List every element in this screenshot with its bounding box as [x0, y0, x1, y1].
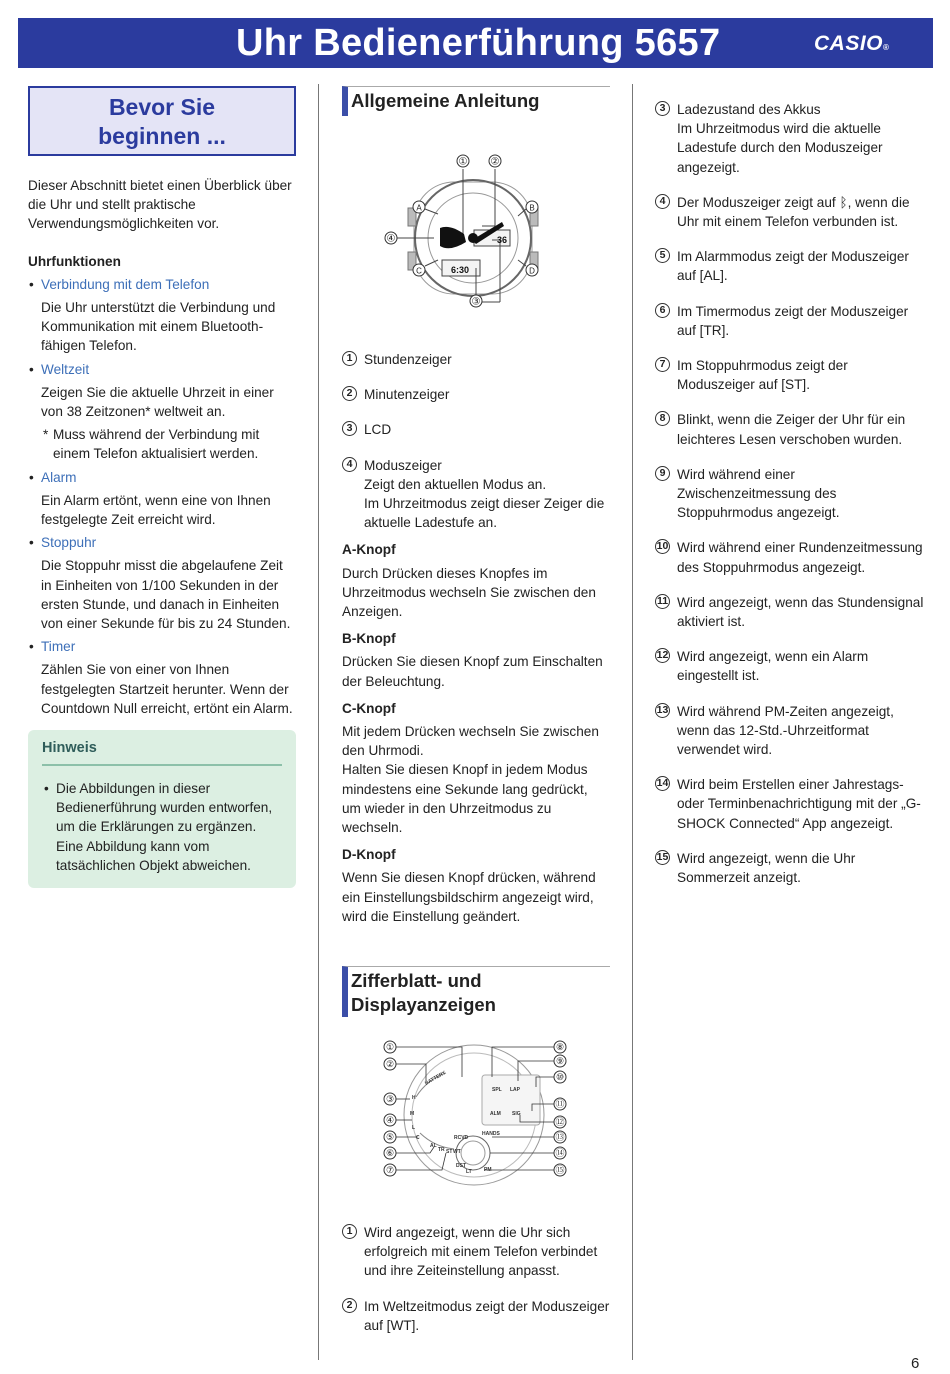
item-text: Blinkt, wenn die Zeiger der Uhr für ein leichteres Lesen verschoben wurden. — [677, 412, 906, 447]
section-heading-line: Zifferblatt- und — [351, 970, 482, 992]
item-text: Zeigt den aktuellen Modus an. — [364, 476, 547, 492]
button-description: Halten Sie diesen Knopf in jedem Modus mindestens eine Sekunde lang gedrückt, um wieder in den Uhrzeitmodus zu wechseln. — [342, 762, 588, 836]
callout-label: ⑤ — [385, 1132, 395, 1143]
number-badge: 10 — [656, 540, 669, 553]
section-heading-line: Displayanzeigen — [351, 994, 496, 1016]
function-link[interactable]: • Stoppuhr — [28, 533, 296, 552]
function-description: Ein Alarm ertönt, wenn eine von Ihnen festgelegte Zeit erreicht wird. — [41, 492, 271, 528]
right-column — [655, 100, 927, 903]
button-heading: C-Knopf — [342, 700, 396, 716]
number-badge: 13 — [656, 703, 669, 716]
callout-label: ⑧ — [555, 1042, 565, 1053]
callout-label: ⑬ — [555, 1132, 565, 1143]
dial-text: WT — [453, 1149, 461, 1156]
item-text: LCD — [364, 422, 392, 438]
list-item — [342, 1297, 610, 1335]
item-text: Stundenzeiger — [364, 352, 452, 367]
dial-text: ALM — [490, 1111, 501, 1118]
callout-label: ② — [490, 156, 500, 168]
number-badge: 3 — [655, 101, 670, 116]
dial-text: DST — [456, 1163, 466, 1170]
callout-label: D — [529, 266, 535, 276]
item-text: Wird beim Erstellen einer Jahrestags- oder Terminbenachrichtigung mit der „G-SHOCK Connected“ App angezeigt. — [677, 777, 921, 831]
number-badge: 9 — [655, 466, 670, 481]
number-badge: 2 — [342, 1298, 357, 1313]
middle-column — [342, 86, 610, 1335]
item-text: Wird angezeigt, wenn die Uhr sich erfolgreich mit einem Telefon verbindet und ihre Zeiteinstellung anpasst. — [364, 1225, 598, 1279]
number-badge: 6 — [655, 303, 670, 318]
item-text: Moduszeiger — [364, 457, 442, 473]
button-heading: B-Knopf — [342, 631, 396, 647]
list-item — [655, 593, 927, 631]
dial-text: ST — [446, 1149, 453, 1156]
item-text: Wird während einer Zwischenzeitmessung des Stoppuhrmodus angezeigt. — [677, 466, 840, 521]
dial-text: RCVD — [454, 1135, 469, 1142]
callout-label: ① — [385, 1042, 395, 1053]
number-badge: 14 — [656, 777, 669, 790]
button-heading: D-Knopf — [342, 847, 396, 863]
watch-figure-dial — [342, 1037, 610, 1197]
item-text: Im Weltzeitmodus zeigt der Moduszeiger auf [WT]. — [364, 1298, 610, 1333]
dial-text: C — [416, 1135, 420, 1142]
dial-text: LAP — [510, 1087, 520, 1094]
hour-hand — [440, 227, 466, 248]
callout-label: ③ — [385, 1094, 395, 1105]
intro-paragraph: Dieser Abschnitt bietet einen Überblick über die Uhr und stellt praktische Verwendungsmöglichkeiten vor. — [28, 178, 292, 232]
callout-label: ④ — [385, 1115, 395, 1126]
footnote: * Muss während der Verbindung mit einem Telefon aktualisiert werden. — [28, 425, 296, 463]
item-text: Im Alarmmodus zeigt der Moduszeiger auf [AL]. — [677, 249, 909, 284]
list-item — [342, 385, 610, 404]
callout-label: ⑭ — [555, 1148, 565, 1159]
number-badge: 3 — [342, 421, 357, 436]
item-text: Im Timermodus zeigt der Moduszeiger auf [TR]. — [677, 303, 909, 338]
callout-label: ⑫ — [555, 1117, 565, 1128]
function-link[interactable]: • Timer — [28, 637, 296, 656]
list-item — [655, 193, 927, 231]
list-item — [342, 1223, 610, 1281]
item-text: Wird während einer Rundenzeitmessung des Stoppuhrmodus angezeigt. — [677, 540, 923, 575]
list-item — [342, 456, 610, 533]
page-header — [18, 18, 933, 68]
number-badge: 8 — [655, 411, 670, 426]
list-item — [655, 100, 927, 177]
number-badge: 7 — [655, 357, 670, 372]
button-description: Mit jedem Drücken wechseln Sie zwischen den Uhrmodi. — [342, 724, 599, 759]
hint-text: • Die Abbildungen in dieser Bedienerführung wurden entworfen, um die Erklärungen zu ergänzen. Eine Abbildung kann vom tatsächlichen Objekt abweichen. — [42, 779, 282, 875]
casio-logo-text: CASIO — [814, 32, 884, 55]
column-divider — [632, 84, 633, 1360]
list-item — [342, 420, 610, 439]
callout-label: ⑨ — [555, 1056, 565, 1067]
list-item — [655, 849, 927, 887]
item-text: Ladezustand des Akkus — [677, 102, 821, 117]
list-item — [342, 350, 610, 369]
number-badge: 15 — [656, 850, 669, 863]
left-column — [28, 86, 296, 888]
number-badge: 11 — [656, 594, 669, 607]
item-text: Der Moduszeiger zeigt auf ᛒ, wenn die Uhr mit einem Telefon verbunden ist. — [677, 194, 910, 230]
callout-label: ① — [458, 156, 468, 168]
list-item — [655, 775, 927, 833]
dial-text: PM — [484, 1167, 492, 1174]
callout-label: ⑦ — [385, 1165, 395, 1176]
number-badge: 1 — [342, 1224, 357, 1239]
dial-text: SPL — [492, 1087, 502, 1094]
function-description: Zeigen Sie die aktuelle Uhrzeit in einer von 38 Zeitzonen* weltweit an. — [41, 384, 274, 420]
item-text: Wird angezeigt, wenn ein Alarm eingestellt ist. — [677, 649, 869, 684]
callout-label: ② — [385, 1059, 395, 1070]
number-badge: 1 — [342, 351, 357, 366]
function-link[interactable]: • Weltzeit — [28, 360, 296, 379]
dial-text: BATTERY — [424, 1070, 447, 1087]
list-item — [655, 247, 927, 285]
callout-label: ⑪ — [555, 1099, 565, 1110]
registered-mark: ® — [883, 43, 890, 52]
list-item — [655, 356, 927, 394]
lcd-bottom: 6:30 — [450, 265, 470, 275]
lcd-top: 36 — [496, 235, 508, 245]
callout-label: C — [416, 266, 422, 276]
dial-text: H — [412, 1095, 416, 1102]
page-title: Uhr Bedienerführung 5657 — [236, 22, 721, 64]
dial-text: M — [410, 1111, 415, 1118]
item-text: Im Stoppuhrmodus zeigt der Moduszeiger auf [ST]. — [677, 358, 848, 393]
number-badge: 2 — [342, 386, 357, 401]
item-text: Minutenzeiger — [364, 387, 450, 403]
list-item — [655, 647, 927, 685]
function-description: Die Stoppuhr misst die abgelaufene Zeit in Einheiten von 1/100 Sekunden in der ersten Stunde, und danach in Einheiten von einer Sekunde für bis zu 24 Stunden. — [41, 558, 291, 632]
item-text: Wird während PM-Zeiten angezeigt, wenn das 12-Std.-Uhrzeitformat verwendet wird. — [677, 703, 894, 758]
callout-label: ⑮ — [555, 1165, 565, 1176]
number-badge: 5 — [655, 248, 670, 263]
function-description: Zählen Sie von einer von Ihnen festgelegten Startzeit herunter. Wenn der Countdown Null erreicht, ertönt ein Alarm. — [41, 662, 293, 716]
dial-text: SIG — [512, 1111, 521, 1118]
callout-label: ④ — [386, 233, 396, 245]
dial-text: LT — [466, 1169, 472, 1176]
functions-heading: Uhrfunktionen — [28, 253, 121, 269]
list-item — [655, 410, 927, 448]
hint-title: Hinweis — [42, 738, 282, 766]
section-heading: Allgemeine Anleitung — [342, 86, 610, 116]
callout-label: A — [416, 203, 422, 213]
function-link[interactable]: • Alarm — [28, 468, 296, 487]
dial-text: L — [412, 1125, 416, 1132]
number-badge: 4 — [655, 194, 670, 209]
callout-label: B — [529, 203, 535, 213]
dial-text: TR — [438, 1147, 445, 1154]
page-number: 6 — [911, 1355, 920, 1372]
section-title-line: beginnen ... — [98, 123, 226, 149]
button-description: Durch Drücken dieses Knopfes im Uhrzeitmodus wechseln Sie zwischen den Anzeigen. — [342, 565, 596, 620]
item-text: Im Uhrzeitmodus wird die aktuelle Ladestufe durch den Moduszeiger angezeigt. — [677, 121, 883, 175]
number-badge: 4 — [342, 457, 357, 472]
section-heading — [342, 966, 610, 1017]
number-badge: 12 — [656, 649, 669, 662]
section-title-box — [28, 86, 296, 156]
list-item — [655, 702, 927, 760]
function-description: Die Uhr unterstützt die Verbindung und Kommunikation mit einem Bluetooth-fähigen Telefon. — [41, 300, 276, 354]
function-link[interactable]: • Verbindung mit dem Telefon — [28, 275, 296, 294]
callout-label: ⑥ — [385, 1148, 395, 1159]
section-title-line: Bevor Sie — [108, 94, 216, 120]
dial-text: HANDS — [482, 1131, 500, 1138]
item-text: Wird angezeigt, wenn die Uhr Sommerzeit anzeigt. — [677, 850, 856, 886]
button-heading: A-Knopf — [342, 542, 396, 558]
dial-text: AL — [430, 1143, 437, 1150]
button-description: Drücken Sie diesen Knopf zum Einschalten der Beleuchtung. — [342, 654, 603, 689]
column-divider — [318, 84, 319, 1360]
list-item — [655, 302, 927, 340]
callout-label: ③ — [471, 296, 481, 308]
list-item — [655, 465, 927, 523]
casio-logo — [814, 32, 889, 60]
callout-label: ⑩ — [555, 1072, 565, 1083]
list-item — [655, 538, 927, 576]
item-text: Im Uhrzeitmodus zeigt dieser Zeiger die aktuelle Ladestufe an. — [364, 496, 605, 531]
button-description: Wenn Sie diesen Knopf drücken, während ein Einstellungsbildschirm angezeigt wird, wird die Einstellung geändert. — [342, 870, 596, 924]
watch-figure-general — [342, 134, 610, 340]
item-text: Wird angezeigt, wenn das Stundensignal aktiviert ist. — [677, 594, 924, 630]
hint-box — [28, 730, 296, 888]
